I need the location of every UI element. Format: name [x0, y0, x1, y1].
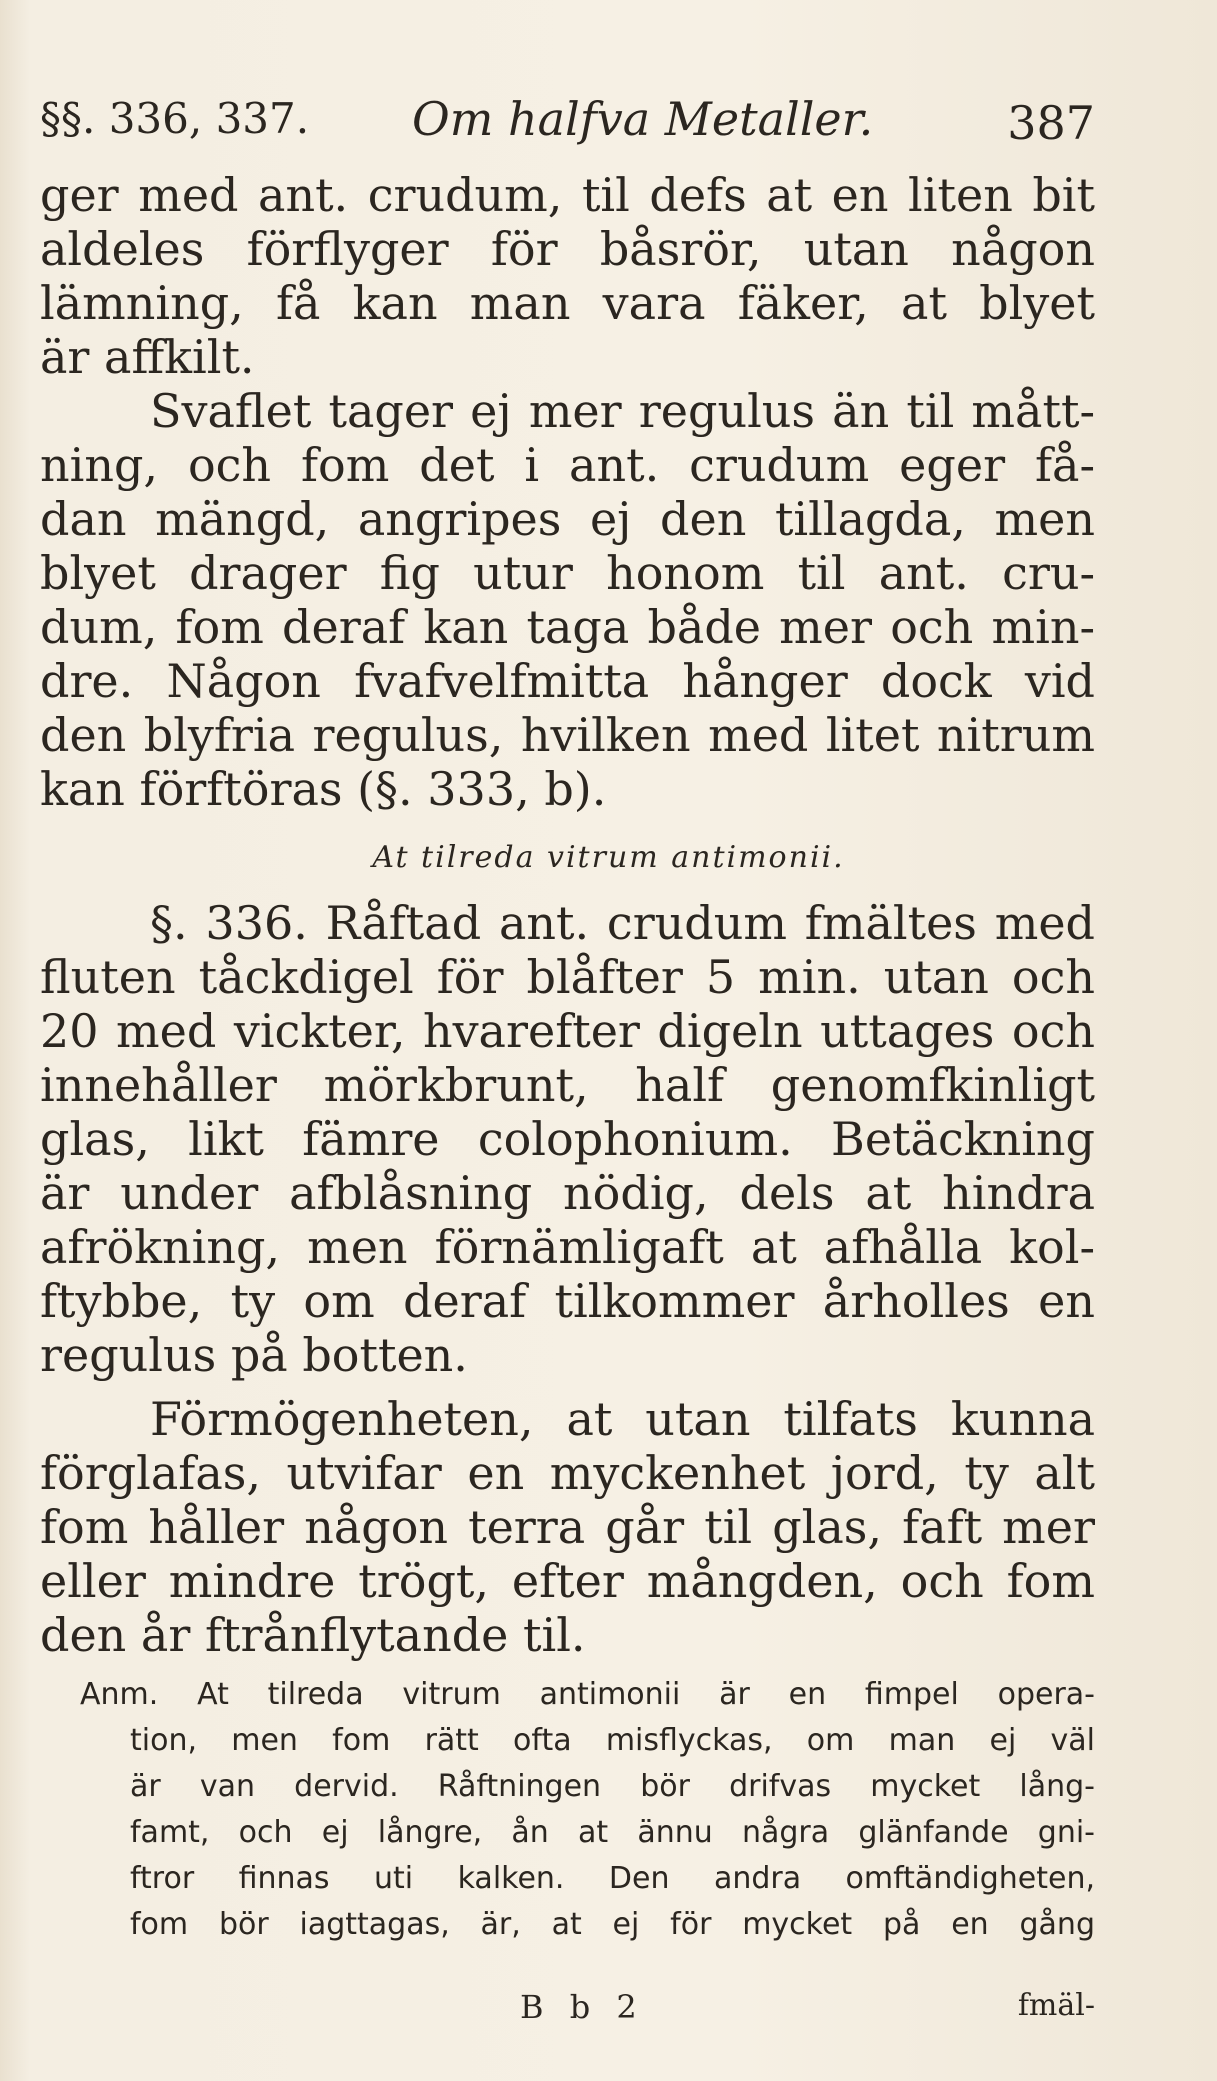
text-line: förglafas, utvifar en myckenhet jord, ty alt	[40, 1446, 1095, 1500]
text-line: innehåller mörkbrunt, half genomfkinligt	[40, 1058, 1095, 1112]
text-line: 20 med vickter, hvarefter digeln uttages och	[40, 1004, 1095, 1058]
section-reference: §§. 336, 337.	[40, 94, 310, 143]
text-line: eller mindre trögt, efter mångden, och fom	[40, 1554, 1095, 1608]
text-line: lämning, få kan man vara fäker, at blyet	[40, 276, 1095, 330]
text-line: Förmögenheten, at utan tilfats kunna	[150, 1392, 1095, 1446]
text-line: afrökning, men förnämligaft at afhålla kol-	[40, 1220, 1095, 1274]
text-line: ftybbe, ty om deraf tilkommer årholles en	[40, 1274, 1095, 1328]
text-line: blyet drager fig utur honom til ant. cru-	[40, 546, 1095, 600]
note-line: fom bör iagttagas, är, at ej för mycket på en gång	[130, 1907, 1095, 1942]
text-line: dre. Någon fvafvelfmitta hånger dock vid	[40, 654, 1095, 708]
text-line: kan förftöras (§. 333, b).	[40, 762, 607, 816]
section-subheading: At tilreda vitrum antimonii.	[372, 840, 845, 875]
text-line: dum, fom deraf kan taga både mer och min-	[40, 600, 1095, 654]
text-line: aldeles förflyger för båsrör, utan någon	[40, 222, 1095, 276]
catchword: fmäl-	[1017, 1988, 1095, 2023]
note-line: tion, men fom rätt ofta misflyckas, om man ej väl	[130, 1723, 1095, 1758]
note-line: är van dervid. Råftningen bör drifvas mycket lång-	[130, 1769, 1095, 1804]
running-header	[40, 82, 1095, 152]
text-line: Svaflet tager ej mer regulus än til mått-	[150, 384, 1095, 438]
text-line: fom håller någon terra går til glas, faft mer	[40, 1500, 1095, 1554]
text-line: ning, och fom det i ant. crudum eger få-	[40, 438, 1095, 492]
text-line: ger med ant. crudum, til defs at en liten bit	[40, 168, 1095, 222]
text-line: dan mängd, angripes ej den tillagda, men	[40, 492, 1095, 546]
text-line: fluten tåckdigel för blåfter 5 min. utan och	[40, 950, 1095, 1004]
running-title: Om halfva Metaller.	[412, 92, 874, 146]
text-line: är under afblåsning nödig, dels at hindra	[40, 1166, 1095, 1220]
note-line: ftror finnas uti kalken. Den andra omftändigheten,	[130, 1861, 1095, 1896]
text-line: regulus på botten.	[40, 1328, 468, 1382]
page-number: 387	[1007, 96, 1095, 150]
text-line: den år ftrånflytande til.	[40, 1608, 586, 1662]
signature-mark: B b 2	[520, 1988, 645, 2026]
text-line: den blyfria regulus, hvilken med litet nitrum	[40, 708, 1095, 762]
text-line: är affkilt.	[40, 330, 255, 384]
note-line: Anm. At tilreda vitrum antimonii är en fimpel opera-	[80, 1677, 1095, 1712]
text-line: glas, likt fämre colophonium. Betäckning	[40, 1112, 1095, 1166]
text-line: §. 336. Råftad ant. crudum fmältes med	[150, 896, 1095, 950]
note-line: famt, och ej långre, ån at ännu några glänfande gni-	[130, 1815, 1095, 1850]
